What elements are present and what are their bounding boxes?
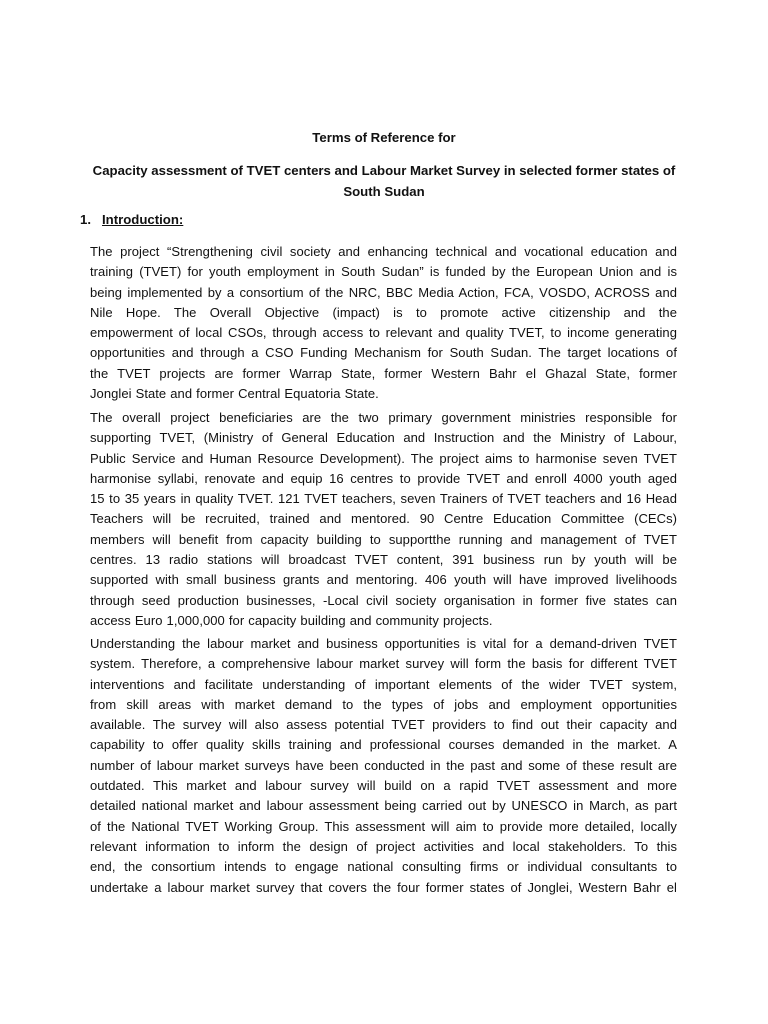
paragraph-project-overview bbox=[90, 242, 677, 404]
text-line: centres. 13 radio stations will broadcast TVET content, 391 business run by youth will be bbox=[90, 552, 677, 568]
text-line: The overall project beneficiaries are the two primary government ministries responsible for bbox=[90, 410, 677, 425]
document-subtitle: Capacity assessment of TVET centers and Labour Market Survey in selected former states of South Sudan bbox=[92, 163, 676, 199]
text-line: being implemented by a consortium of the NRC, BBC Media Action, FCA, VOSDO, ACROSS and bbox=[90, 284, 677, 300]
text-line: number of labour market surveys have been conducted in the past and some of these result are bbox=[90, 757, 677, 773]
text-line: supporting TVET, (Ministry of General Education and Instruction and the Ministry of Labour, bbox=[90, 430, 677, 446]
text-line: Nile Hope. The Overall Objective (impact) is to promote active citizenship and the bbox=[90, 304, 677, 320]
text-line: supported with small business grants and mentoring. 406 youth will have improved livelihoods bbox=[90, 572, 677, 588]
paragraph-labour-market bbox=[90, 634, 677, 898]
text-line: relevant information to inform the design of project activities and local stakeholders. To this bbox=[90, 838, 677, 854]
text-line: from skill areas with market demand to the types of jobs and employment opportunities bbox=[90, 696, 677, 712]
text-line: available. The survey will also assess potential TVET providers to find out their capacity and bbox=[90, 717, 677, 733]
text-line: training (TVET) for youth employment in South Sudan” is funded by the European Union and is bbox=[90, 264, 677, 280]
text-line: harmonise syllabi, renovate and equip 16 centres to provide TVET and enroll 4000 youth aged bbox=[90, 470, 677, 486]
text-line: through seed production businesses, -Local civil society organisation in former five states can bbox=[90, 592, 677, 608]
text-line: Teachers will be recruited, trained and mentored. 90 Centre Education Committee (CECs) bbox=[90, 511, 677, 527]
section-heading-introduction bbox=[80, 210, 183, 230]
text-line: system. Therefore, a comprehensive labour market survey will form the basis for different TVET bbox=[90, 656, 677, 672]
text-line: end, the consortium intends to engage national consulting firms or individual consultants to bbox=[90, 859, 677, 875]
text-line: access Euro 1,000,000 for capacity building and community projects. bbox=[90, 612, 493, 628]
text-line: The project “Strengthening civil society and enhancing technical and vocational education and bbox=[90, 244, 677, 259]
text-line: opportunities and through a CSO Funding Mechanism for South Sudan. The target locations of bbox=[90, 345, 677, 361]
text-line: Jonglei State and former Central Equatoria State. bbox=[90, 386, 379, 402]
text-line: Understanding the labour market and business opportunities is vital for a demand-driven TVET bbox=[90, 636, 677, 651]
text-line: undertake a labour market survey that covers the four former states of Jonglei, Western Bahr el bbox=[90, 879, 677, 895]
text-line: outdated. This market and labour survey will build on a rapid TVET assessment and more bbox=[90, 778, 677, 794]
text-line: empowerment of local CSOs, through access to relevant and quality TVET, to income generating bbox=[90, 325, 677, 341]
text-line: members will benefit from capacity building to supportthe running and management of TVET bbox=[90, 531, 677, 547]
text-line: Public Service and Human Resource Development). The project aims to harmonise seven TVET bbox=[90, 450, 677, 466]
text-line: of the National TVET Working Group. This assessment will aim to provide more detailed, locally bbox=[90, 818, 677, 834]
text-line: capability to offer quality skills training and professional courses demanded in the market. A bbox=[90, 737, 677, 753]
section-number: 1. bbox=[80, 212, 91, 227]
text-line: interventions and facilitate understanding of important elements of the wider TVET system, bbox=[90, 676, 677, 692]
document-title: Terms of Reference for bbox=[312, 130, 456, 145]
text-line: 15 to 35 years in quality TVET. 121 TVET teachers, seven Trainers of TVET teachers and 16 Head bbox=[90, 491, 677, 507]
paragraph-beneficiaries bbox=[90, 408, 677, 631]
text-line: detailed national market and labour assessment being carried out by UNESCO in March, as part bbox=[90, 798, 677, 814]
section-heading-label: Introduction: bbox=[102, 212, 184, 227]
text-line: the TVET projects are former Warrap State, former Western Bahr el Ghazal State, former bbox=[90, 365, 677, 381]
